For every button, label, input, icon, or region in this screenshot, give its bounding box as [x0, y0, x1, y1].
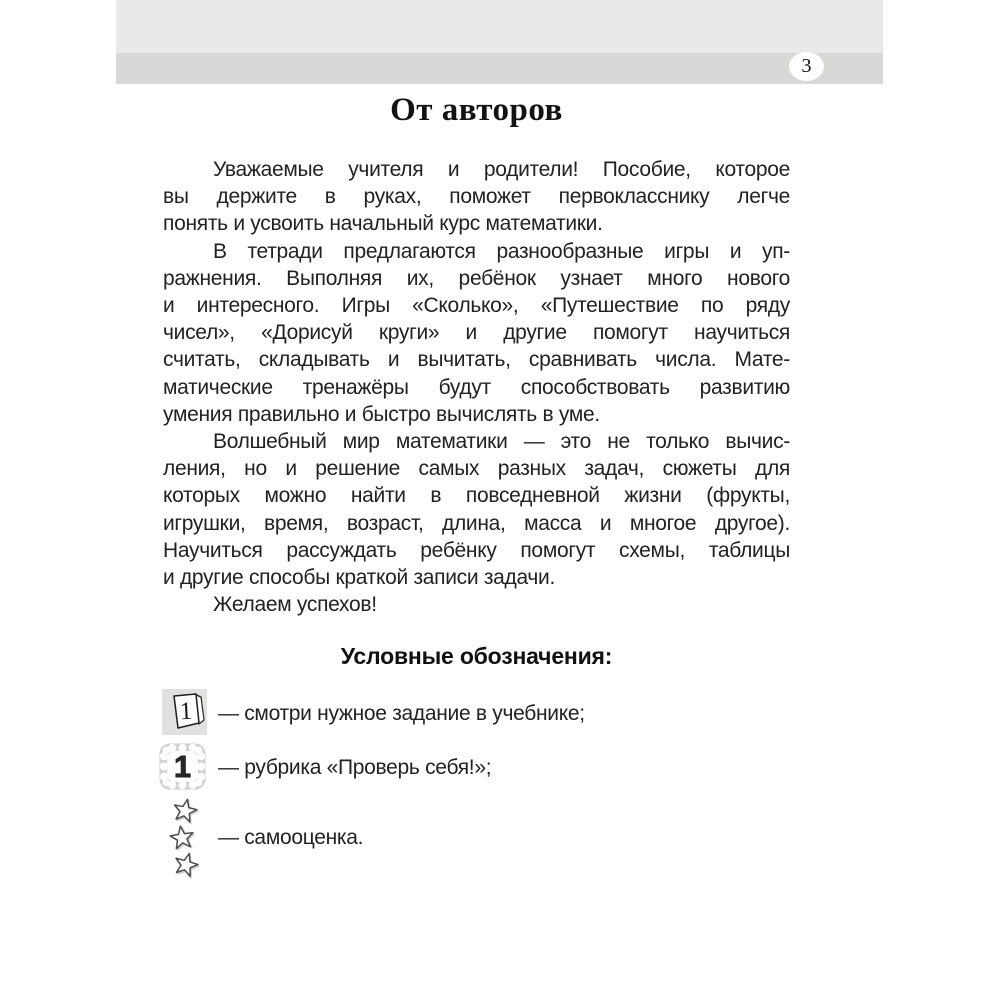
paragraph-line: матические тренажёры будут способствовать развитию: [163, 375, 790, 399]
intro-text: [163, 156, 790, 618]
paragraph-line: Желаем успехов!: [213, 593, 377, 617]
page-header-band: [116, 53, 883, 84]
page-number: 3: [801, 55, 812, 77]
paragraph-line: вы держите в руках, поможет первокласснику легче: [163, 185, 790, 209]
paragraph-line: понять и усвоить начальный курс математики.: [163, 212, 603, 236]
legend-item-textbook-text: — смотри нужное задание в учебнике;: [218, 702, 585, 725]
textbook-icon-number: 1: [179, 697, 193, 726]
legend-item-stamp-text: — рубрика «Проверь себя!»;: [218, 756, 492, 779]
paragraph-line: ражнения. Выполняя их, ребёнок узнает много нового: [163, 266, 790, 290]
self-assessment-stars-icon: [169, 798, 203, 882]
paragraph-line: Уважаемые учителя и родители! Пособие, которое: [213, 158, 790, 181]
page-title: От авторов: [390, 92, 563, 128]
legend-heading: Условные обозначения:: [340, 643, 613, 669]
paragraph-line: игрушки, время, возраст, длина, масса и многое другое).: [163, 511, 790, 535]
star-icon: [167, 823, 196, 852]
paragraph-line: и интересного. Игры «Сколько», «Путешествие по ряду: [163, 294, 790, 318]
paragraph-line: ления, но и решение самых разных задач, сюжеты для: [163, 457, 790, 481]
paragraph-line: умения правильно и быстро вычислять в уме.: [163, 402, 600, 426]
paragraph-line: В тетради предлагаются разнообразные игры и уп-: [213, 239, 790, 263]
textbook-icon: [162, 689, 207, 735]
check-yourself-stamp-icon: [159, 743, 206, 790]
paragraph-line: и другие способы краткой записи задачи.: [163, 566, 556, 590]
page-top-edge: [116, 0, 883, 53]
stamp-icon-number: 1: [173, 750, 192, 785]
paragraph-line: считать, складывать и вычитать, сравнивать числа. Мате-: [163, 348, 790, 372]
paragraph-line: чисел», «Дорисуй круги» и другие помогут научиться: [163, 321, 790, 345]
page-number-badge: [789, 52, 824, 81]
paragraph-line: Волшебный мир математики — это не только вычис-: [213, 430, 790, 454]
legend-item-stars-text: — самооценка.: [218, 826, 364, 849]
paragraph-line: Научиться рассуждать ребёнку помогут схемы, таблицы: [163, 538, 790, 562]
star-icon: [170, 849, 202, 881]
star-icon: [170, 796, 201, 827]
paragraph-line: которых можно найти в повседневной жизни (фрукты,: [163, 484, 790, 508]
